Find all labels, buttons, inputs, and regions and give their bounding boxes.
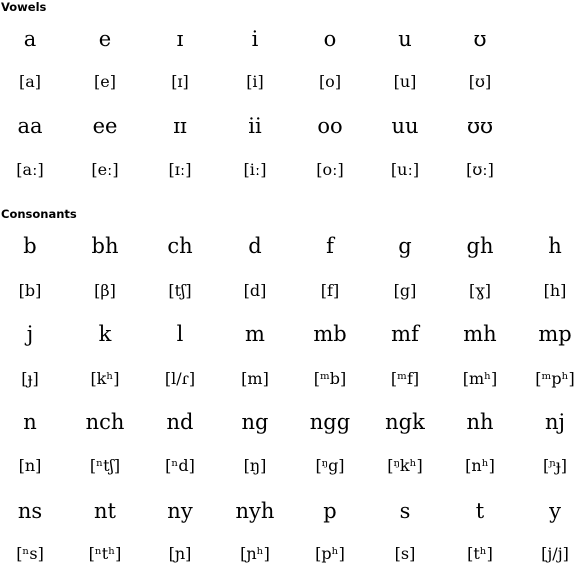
ipa-cell: [mʰ] xyxy=(462,369,498,388)
consonant-letter-row xyxy=(0,231,575,261)
letter-cell: nd xyxy=(166,410,194,434)
letter-cell: m xyxy=(245,322,265,346)
ipa-cell: [s] xyxy=(394,544,416,563)
consonant-letter-row xyxy=(0,319,575,349)
consonant-ipa-row xyxy=(0,276,575,306)
ipa-cell: [j/j] xyxy=(541,544,569,563)
ipa-cell: [g] xyxy=(393,281,417,300)
ipa-cell: [ⁿtʰ] xyxy=(88,544,122,563)
consonant-ipa-row xyxy=(0,539,575,569)
letter-cell: ch xyxy=(167,234,193,258)
letter-cell: ns xyxy=(17,499,43,523)
letter-cell: p xyxy=(323,499,337,523)
consonant-ipa-row xyxy=(0,451,575,481)
ipa-cell: [ᵑkʰ] xyxy=(387,456,423,475)
letter-cell: ii xyxy=(248,114,262,138)
vowel-ipa-row xyxy=(0,155,575,185)
letter-cell: bh xyxy=(91,234,119,258)
ipa-cell: [o] xyxy=(318,72,342,91)
ipa-cell: [ɪː] xyxy=(168,160,192,179)
ipa-cell: [e] xyxy=(94,72,116,91)
ipa-cell: [ʊ] xyxy=(468,72,492,91)
ipa-cell: [l/ɾ] xyxy=(164,369,196,388)
ipa-cell: [i] xyxy=(246,72,264,91)
vowels-heading: Vowels xyxy=(1,0,47,14)
vowel-letter-row xyxy=(0,111,575,141)
letter-cell: nch xyxy=(85,410,125,434)
letter-cell: g xyxy=(398,234,412,258)
ipa-cell: [tʃ] xyxy=(168,281,192,300)
letter-cell: ɪ xyxy=(176,27,184,51)
ipa-cell: [ⁿs] xyxy=(16,544,44,563)
ipa-cell: [ɪ] xyxy=(171,72,189,91)
letter-cell: oo xyxy=(317,114,343,138)
ipa-cell: [tʰ] xyxy=(467,544,493,563)
ipa-cell: [a] xyxy=(18,72,42,91)
letter-cell: d xyxy=(248,234,262,258)
consonant-letter-row xyxy=(0,407,575,437)
ipa-cell: [iː] xyxy=(243,160,267,179)
consonants-heading: Consonants xyxy=(1,207,77,221)
letter-cell: o xyxy=(323,27,337,51)
ipa-cell: [β] xyxy=(94,281,116,300)
ipa-cell: [ŋ] xyxy=(243,456,267,475)
letter-cell: nj xyxy=(544,410,566,434)
ipa-cell: [ᵑg] xyxy=(315,456,345,475)
letter-cell: aa xyxy=(17,114,43,138)
ipa-cell: [f] xyxy=(320,281,340,300)
letter-cell: ʊʊ xyxy=(466,114,494,138)
ipa-cell: [eː] xyxy=(91,160,119,179)
ipa-cell: [aː] xyxy=(16,160,44,179)
ipa-cell: [ᵐb] xyxy=(313,369,347,388)
letter-cell: f xyxy=(326,234,334,258)
letter-cell: s xyxy=(399,499,411,523)
ipa-cell: [ⁿtʃ] xyxy=(89,456,121,475)
consonant-ipa-row xyxy=(0,364,575,394)
ipa-cell: [uː] xyxy=(390,160,420,179)
letter-cell: gh xyxy=(466,234,494,258)
letter-cell: h xyxy=(548,234,562,258)
letter-cell: u xyxy=(398,27,412,51)
ipa-cell: [ᵐpʰ] xyxy=(535,369,575,388)
letter-cell: e xyxy=(98,27,112,51)
letter-cell: nt xyxy=(94,499,116,523)
letter-cell: b xyxy=(23,234,37,258)
ipa-cell: [nʰ] xyxy=(465,456,495,475)
letter-cell: ngg xyxy=(309,410,351,434)
letter-cell: nyh xyxy=(235,499,275,523)
letter-cell: i xyxy=(251,27,259,51)
vowel-ipa-row xyxy=(0,67,575,97)
ipa-cell: [ɟ] xyxy=(21,369,39,388)
ipa-cell: [b] xyxy=(18,281,42,300)
letter-cell: ʊ xyxy=(473,27,487,51)
letter-cell: a xyxy=(23,27,37,51)
ipa-cell: [ⁿd] xyxy=(165,456,195,475)
consonant-letter-row xyxy=(0,496,575,526)
ipa-cell: [n] xyxy=(18,456,42,475)
letter-cell: uu xyxy=(391,114,419,138)
ipa-cell: [ᵐf] xyxy=(390,369,420,388)
ipa-cell: [m] xyxy=(241,369,269,388)
letter-cell: ee xyxy=(92,114,118,138)
ipa-cell: [h] xyxy=(543,281,567,300)
ipa-cell: [d] xyxy=(243,281,267,300)
letter-cell: ng xyxy=(241,410,269,434)
ipa-cell: [oː] xyxy=(316,160,344,179)
letter-cell: l xyxy=(176,322,184,346)
letter-cell: mp xyxy=(538,322,572,346)
letter-cell: mb xyxy=(313,322,347,346)
ipa-cell: [pʰ] xyxy=(315,544,345,563)
ipa-cell: [ɲ] xyxy=(168,544,192,563)
letter-cell: mh xyxy=(463,322,497,346)
letter-cell: mf xyxy=(391,322,419,346)
letter-cell: ɪɪ xyxy=(173,114,187,138)
letter-cell: j xyxy=(26,322,34,346)
ipa-cell: [ɣ] xyxy=(468,281,492,300)
letter-cell: ny xyxy=(167,499,193,523)
letter-cell: y xyxy=(549,499,561,523)
letter-cell: k xyxy=(98,322,112,346)
letter-cell: nh xyxy=(466,410,494,434)
ipa-cell: [ʊː] xyxy=(466,160,494,179)
ipa-cell: [kʰ] xyxy=(90,369,120,388)
ipa-cell: [ᶮɟ] xyxy=(542,456,568,475)
letter-cell: t xyxy=(475,499,485,523)
vowel-letter-row xyxy=(0,24,575,54)
ipa-cell: [ɲʰ] xyxy=(240,544,270,563)
ipa-cell: [u] xyxy=(393,72,417,91)
letter-cell: ngk xyxy=(385,410,425,434)
letter-cell: n xyxy=(23,410,37,434)
